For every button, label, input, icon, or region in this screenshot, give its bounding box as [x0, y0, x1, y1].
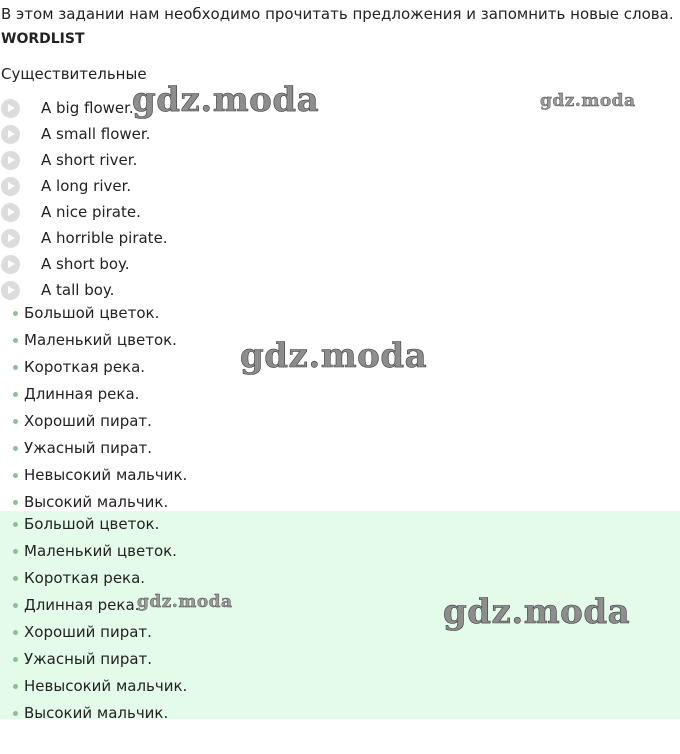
- answer-text: Большой цветок.: [24, 515, 160, 533]
- answer-text: Ужасный пират.: [24, 650, 153, 668]
- play-icon[interactable]: [1, 203, 20, 222]
- watermark: gdz.moda: [443, 592, 631, 632]
- phrase-text: A short river.: [41, 151, 138, 169]
- phrase-text: A long river.: [41, 177, 132, 195]
- answer-text: Высокий мальчик.: [24, 704, 169, 722]
- answer-text: Длинная река.: [24, 596, 140, 614]
- play-icon[interactable]: [1, 99, 20, 118]
- phrase-item: [0, 174, 400, 200]
- bullet-icon: [13, 603, 18, 608]
- translation-list: [0, 300, 400, 516]
- translation-text: Высокий мальчик.: [24, 493, 169, 511]
- play-icon[interactable]: [1, 151, 20, 170]
- phrase-text: A big flower.: [41, 99, 134, 117]
- phrase-item: [0, 148, 400, 174]
- list-item: [0, 673, 400, 700]
- watermark: gdz.moda: [540, 91, 636, 111]
- list-item: [0, 646, 400, 673]
- list-item: [0, 511, 400, 538]
- translation-text: Хороший пират.: [24, 412, 152, 430]
- list-item: [0, 619, 400, 646]
- list-item: [0, 700, 400, 727]
- answer-text: Короткая река.: [24, 569, 146, 587]
- list-item: [0, 408, 400, 435]
- list-item: [0, 435, 400, 462]
- translation-text: Маленький цветок.: [24, 331, 177, 349]
- translation-text: Большой цветок.: [24, 304, 160, 322]
- bullet-icon: [13, 657, 18, 662]
- bullet-icon: [13, 500, 18, 505]
- phrase-text: A tall boy.: [41, 281, 115, 299]
- section-title-nouns: Существительные: [1, 65, 147, 83]
- answer-text: Невысокий мальчик.: [24, 677, 188, 695]
- bullet-icon: [13, 365, 18, 370]
- bullet-icon: [13, 311, 18, 316]
- watermark: gdz.moda: [240, 336, 428, 376]
- play-icon[interactable]: [1, 255, 20, 274]
- answer-text: Маленький цветок.: [24, 542, 177, 560]
- play-icon[interactable]: [1, 229, 20, 248]
- bullet-icon: [13, 549, 18, 554]
- list-item: [0, 381, 400, 408]
- phrase-item: [0, 200, 400, 226]
- answer-translation-list: [0, 511, 400, 727]
- phrase-item: [0, 226, 400, 252]
- phrase-text: A small flower.: [41, 125, 151, 143]
- play-icon[interactable]: [1, 281, 20, 300]
- english-phrase-list: [0, 96, 400, 304]
- list-item: [0, 300, 400, 327]
- translation-text: Ужасный пират.: [24, 439, 153, 457]
- bullet-icon: [13, 446, 18, 451]
- translation-text: Невысокий мальчик.: [24, 466, 188, 484]
- bullet-icon: [13, 522, 18, 527]
- bullet-icon: [13, 711, 18, 716]
- watermark: gdz.moda: [132, 80, 320, 120]
- phrase-item: [0, 252, 400, 278]
- phrase-text: A nice pirate.: [41, 203, 141, 221]
- play-icon[interactable]: [1, 177, 20, 196]
- bullet-icon: [13, 392, 18, 397]
- watermark: gdz.moda: [137, 592, 233, 612]
- bullet-icon: [13, 684, 18, 689]
- play-icon[interactable]: [1, 125, 20, 144]
- bullet-icon: [13, 630, 18, 635]
- translation-text: Длинная река.: [24, 385, 140, 403]
- bullet-icon: [13, 338, 18, 343]
- list-item: [0, 565, 400, 592]
- bullet-icon: [13, 576, 18, 581]
- bullet-icon: [13, 473, 18, 478]
- wordlist-title: WORDLIST: [1, 31, 85, 47]
- intro-text: В этом задании нам необходимо прочитать предложения и запомнить новые слова.: [1, 5, 674, 23]
- list-item: [0, 538, 400, 565]
- translation-text: Короткая река.: [24, 358, 146, 376]
- phrase-text: A horrible pirate.: [41, 229, 168, 247]
- phrase-item: [0, 122, 400, 148]
- list-item: [0, 462, 400, 489]
- phrase-text: A short boy.: [41, 255, 130, 273]
- answer-text: Хороший пират.: [24, 623, 152, 641]
- bullet-icon: [13, 419, 18, 424]
